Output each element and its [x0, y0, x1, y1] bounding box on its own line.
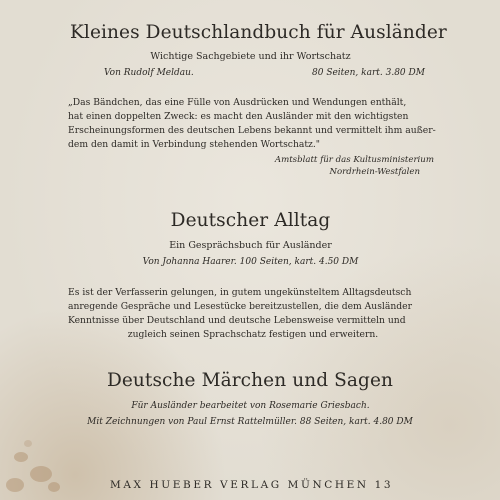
- book1-subtitle-wrap: [78, 51, 423, 62]
- book3-line2: Mit Zeichnungen von Paul Ernst Rattelmüller. 88 Seiten, kart. 4.80 DM: [87, 417, 413, 427]
- book1-author: Von Rudolf Meldau.: [104, 68, 194, 78]
- book1-details: 80 Seiten, kart. 3.80 DM: [312, 68, 425, 78]
- book1-section: [70, 22, 447, 43]
- book1-source-line2: Nordrhein-Westfalen: [329, 167, 420, 177]
- book3-line2-wrap: [70, 417, 430, 427]
- publisher-line: MAX HUEBER VERLAG MÜNCHEN 13: [110, 479, 394, 491]
- book3-line1: Für Ausländer bearbeitet von Rosemarie Griesbach.: [131, 401, 370, 411]
- book1-review-line: Erscheinungsformen des deutschen Lebens bekannt und vermittelt ihm außer-: [68, 125, 436, 136]
- book2-description-line: Kenntnisse über Deutschland und deutsche Lebensweise vermitteln und: [68, 315, 406, 326]
- book1-review-line: hat einen doppelten Zweck: es macht den Ausländer mit den wichtigsten: [68, 111, 409, 122]
- book2-title: Deutscher Alltag: [170, 210, 331, 231]
- book1-source: [200, 154, 434, 178]
- book2-meta: Von Johanna Haarer. 100 Seiten, kart. 4.50 DM: [142, 257, 359, 267]
- book3-line1-wrap: [78, 401, 423, 411]
- book2-description-line: anregende Gespräche und Lesestücke bereitzustellen, die dem Ausländer: [68, 301, 412, 312]
- book3-section: [70, 370, 430, 391]
- book3-title: Deutsche Märchen und Sagen: [106, 370, 394, 391]
- book1-subtitle: Wichtige Sachgebiete und ihr Wortschatz: [150, 51, 351, 62]
- stain-mark: [14, 452, 28, 462]
- book1-review: [68, 96, 438, 152]
- stain-mark: [6, 478, 24, 492]
- book2-description-line: Es ist der Verfasserin gelungen, in gutem ungekünsteltem Alltagsdeutsch: [68, 287, 412, 298]
- book1-source-line1: Amtsblatt für das Kultusministerium: [274, 155, 434, 165]
- book1-title: Kleines Deutschlandbuch für Ausländer: [70, 22, 447, 43]
- book2-description: [68, 286, 438, 342]
- stain-mark: [30, 466, 52, 482]
- stain-mark: [48, 482, 60, 492]
- book2-subtitle: Ein Gesprächsbuch für Ausländer: [169, 240, 332, 251]
- book2-description-line: zugleich seinen Sprachschatz festigen und erweitern.: [127, 329, 379, 340]
- book2-meta-wrap: [78, 257, 423, 267]
- book1-review-line: „Das Bändchen, das eine Fülle von Ausdrücken und Wendungen enthält,: [68, 97, 407, 108]
- stain-mark: [24, 440, 32, 447]
- book1-review-line: dem den damit in Verbindung stehenden Wortschatz.": [68, 139, 321, 150]
- book2-subtitle-wrap: [78, 240, 423, 251]
- book2-section: [78, 210, 423, 231]
